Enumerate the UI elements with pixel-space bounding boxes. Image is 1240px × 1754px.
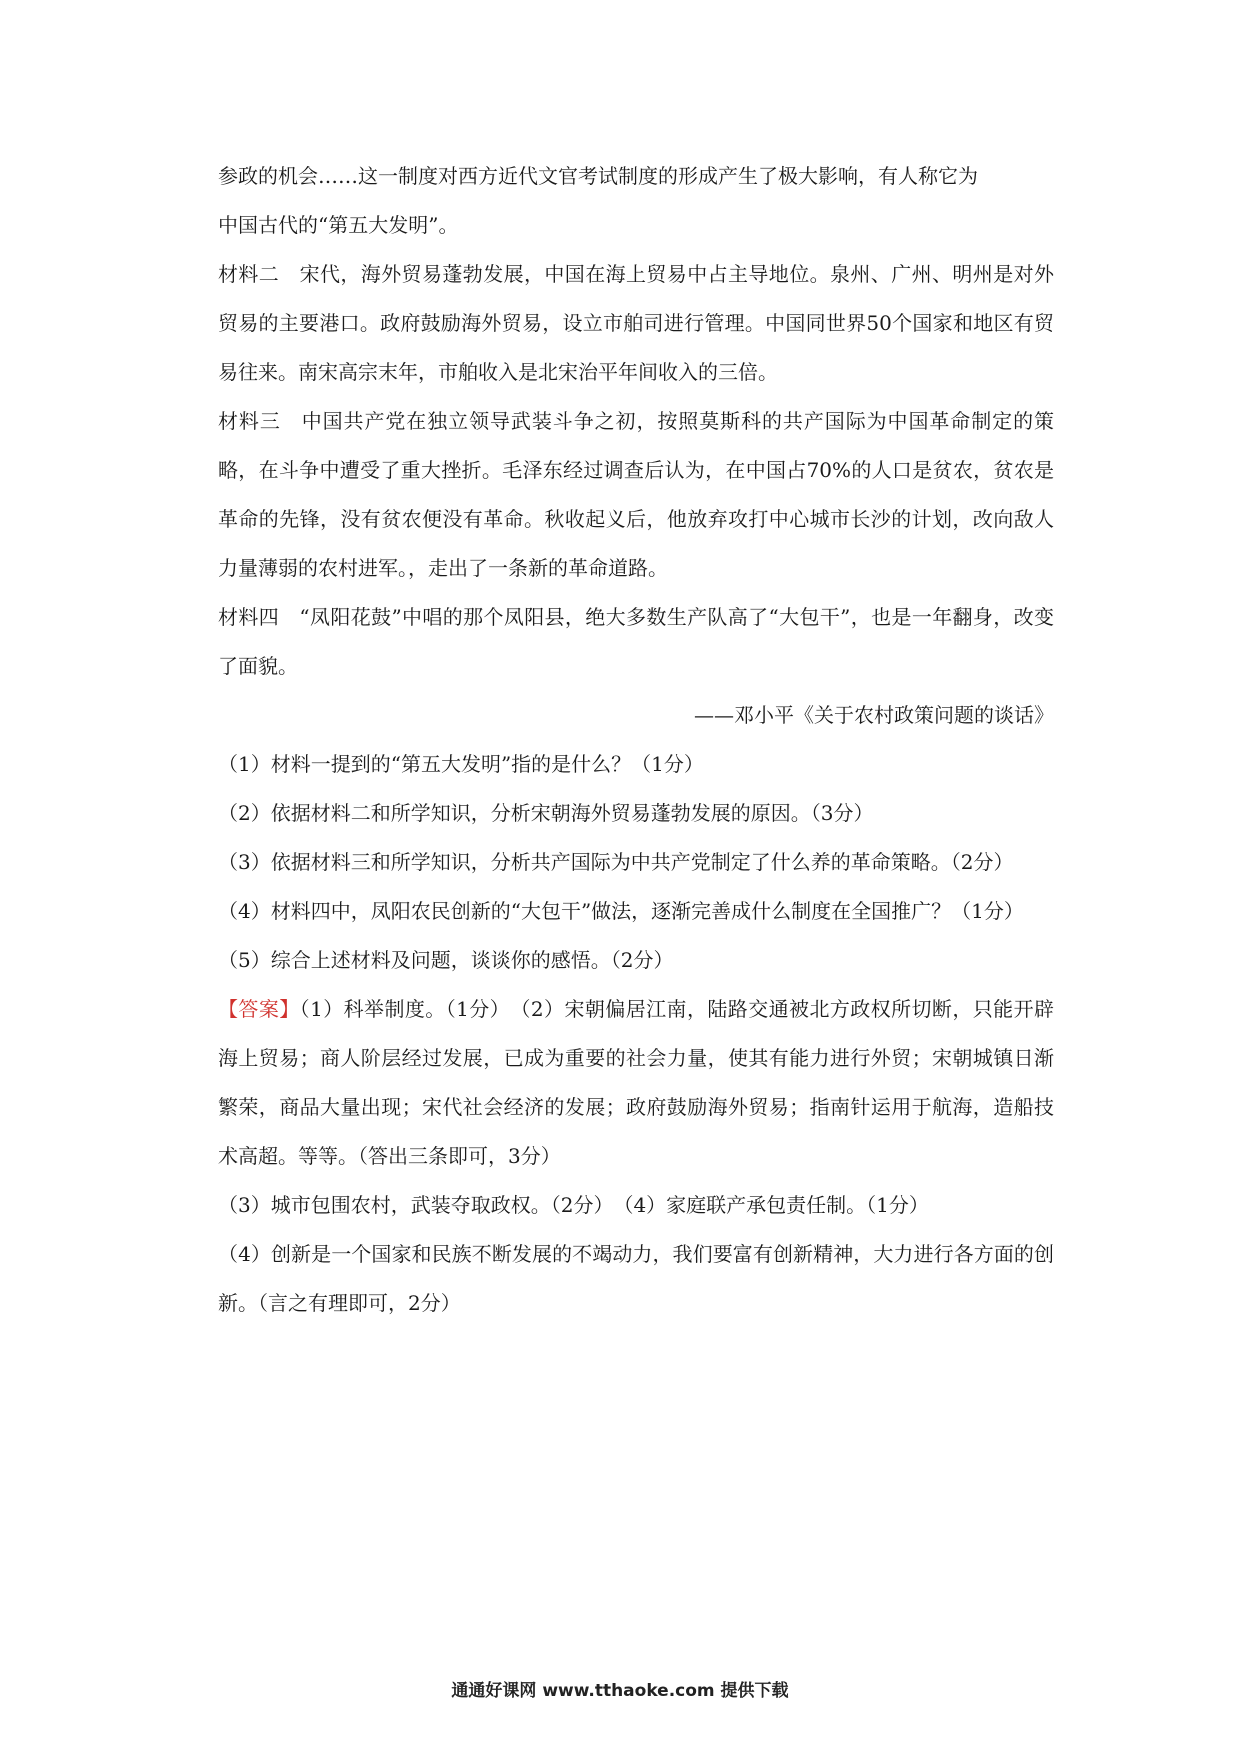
material-three: 材料三 中国共产党在独立领导武装斗争之初，按照莫斯科的共产国际为中国革命制定的策略，在斗争中遭受了重大挫折。毛泽东经过调查后认为，在中国占70%的人口是贫农，贫农是革命的先锋，没有贫农便没有革命。秋收起义后，他放弃攻打中心城市长沙的计划，改向敌人力量薄弱的农村进军。，走出了一条新的革命道路。: [218, 409, 1054, 580]
question-4: （4）材料四中，凤阳农民创新的“大包干”做法，逐渐完善成什么制度在全国推广？（1分）: [218, 899, 1024, 923]
answer-tag: 【答案】: [218, 997, 300, 1021]
question-3: （3）依据材料三和所学知识，分析共产国际为中共产党制定了什么养的革命策略。（2分）: [218, 850, 1014, 874]
document-body: [218, 152, 1054, 1328]
answer-part3: （4）创新是一个国家和民族不断发展的不竭动力，我们要富有创新精神，大力进行各方面的创新。（言之有理即可，2分）: [218, 1242, 1054, 1315]
material-two: 材料二 宋代，海外贸易蓬勃发展，中国在海上贸易中占主导地位。泉州、广州、明州是对外贸易的主要港口。政府鼓励海外贸易，设立市舶司进行管理。中国同世界50个国家和地区有贸易往来。南宋高宗末年，市舶收入是北宋治平年间收入的三倍。: [218, 262, 1054, 384]
material-four-source: ——邓小平《关于农村政策问题的谈话》: [694, 703, 1054, 727]
question-5: （5）综合上述材料及问题，谈谈你的感悟。（2分）: [218, 948, 674, 972]
answer-part1-text: （1）科举制度。（1分） （2）宋朝偏居江南，陆路交通被北方政权所切断，只能开辟海上贸易；商人阶层经过发展，已成为重要的社会力量，使其有能力进行外贸；宋朝城镇日渐繁荣，商品大量出现；宋代社会经济的发展；政府鼓励海外贸易；指南针运用于航海，造船技术高超。等等。（答出三条即可，3分）: [218, 997, 1055, 1168]
question-1: （1）材料一提到的“第五大发明”指的是什么？（1分）: [218, 752, 704, 776]
material-one-tail-line1: 参政的机会……这一制度对西方近代文官考试制度的形成产生了极大影响，有人称它为: [218, 164, 978, 188]
answer-part1: [218, 985, 1054, 1181]
material-four: 材料四 “凤阳花鼓”中唱的那个凤阳县，绝大多数生产队高了“大包干”，也是一年翻身，改变了面貌。: [218, 605, 1054, 678]
question-2: （2）依据材料二和所学知识，分析宋朝海外贸易蓬勃发展的原因。（3分）: [218, 801, 874, 825]
answer-part2: （3）城市包围农村，武装夺取政权。（2分） （4）家庭联产承包责任制。（1分）: [218, 1193, 929, 1217]
material-one-tail-line2: 中国古代的“第五大发明”。: [218, 213, 459, 237]
footer-download-note: 通通好课网 www.tthaoke.com 提供下载: [451, 1681, 789, 1701]
